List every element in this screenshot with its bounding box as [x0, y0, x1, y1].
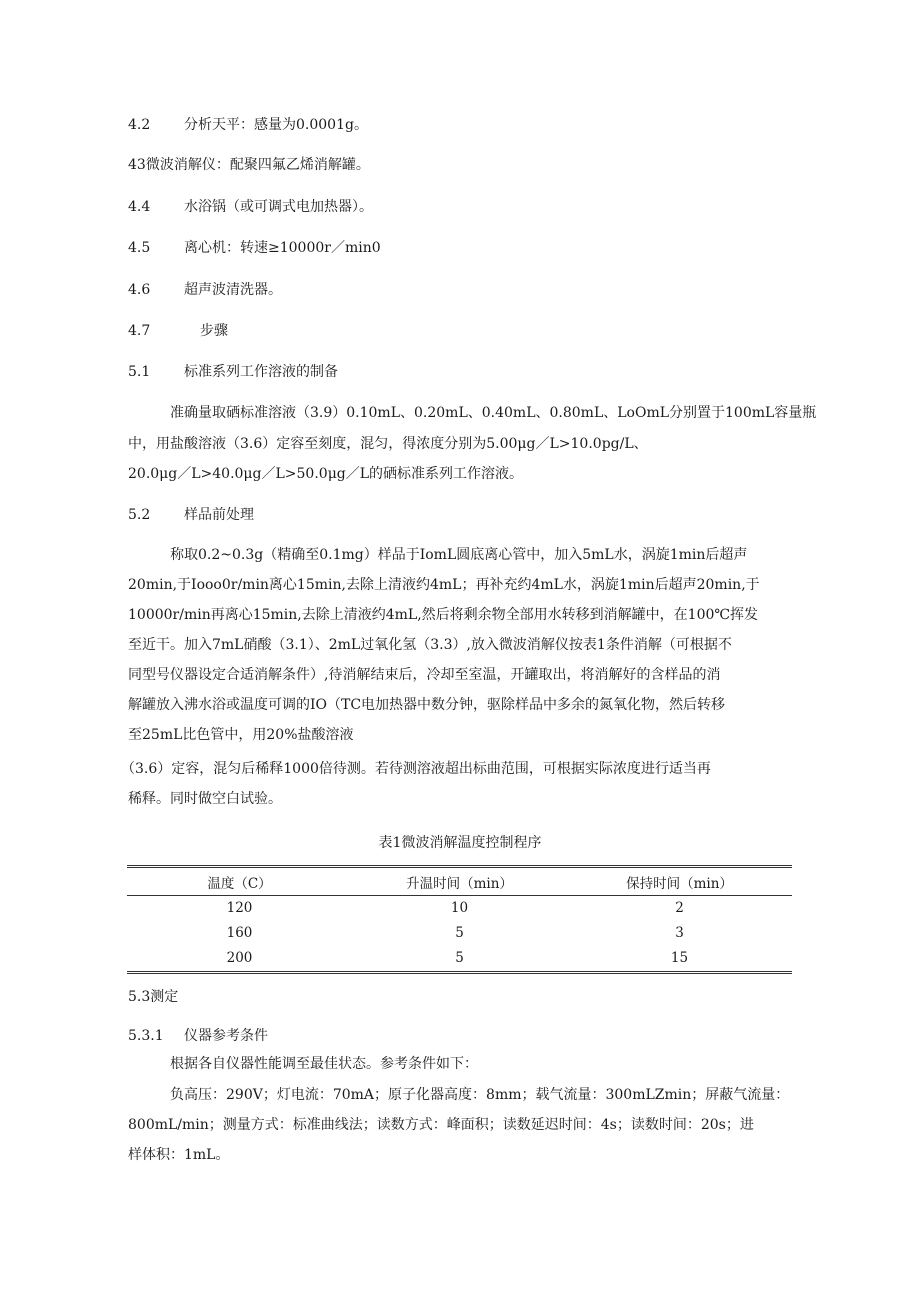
item-number: 4.6 [128, 282, 151, 298]
table-header-cell: 升温时间（min） [352, 867, 567, 896]
item-number: 5.2 [128, 507, 151, 523]
item-text: 分析天平：感量为0.0001g。 [184, 117, 368, 133]
table-cell: 5 [455, 925, 464, 941]
table-caption: 表1微波消解温度控制程序 [378, 835, 542, 851]
table-cell: 10 [450, 900, 469, 916]
table-cell: 3 [675, 925, 684, 941]
para3-line: 800mL/min；测量方式：标准曲线法；读数方式：峰面积；读数延迟时间：4s；读数时间：20s；进 [128, 1117, 754, 1133]
table-row [127, 921, 792, 946]
item-text: 仪器参考条件 [184, 1028, 268, 1044]
para2-line: 称取0.2~0.3g（精确至0.1mg）样品于IomL圆底离心管中，加入5mL水，涡旋1min后超声 [170, 547, 748, 563]
heading-5-2 [128, 506, 254, 524]
table-cell: 2 [675, 900, 684, 916]
item-text: 水浴锅（或可调式电加热器）。 [184, 199, 373, 215]
table-row [127, 896, 792, 922]
item-text: 43微波消解仪：配聚四氟乙烯消解罐。 [128, 157, 370, 173]
para1-line: 20.0μg／L>40.0μg／L>50.0μg／L的硒标准系列工作溶液。 [128, 466, 524, 482]
heading-5-3: 5.3测定 [128, 989, 179, 1005]
item-number: 5.1 [128, 364, 151, 380]
para2-line: （3.6）定容，混匀后稀释1000倍待测。若待测溶液超出标曲范围，可根据实际浓度进行适当再 [121, 761, 711, 777]
para2-line: 解罐放入沸水浴或温度可调的IO（TC电加热器中数分钟，驱除样品中多余的氮氧化物，然后转移 [128, 697, 726, 713]
item-number: 5.3.1 [128, 1028, 164, 1044]
table-row [127, 946, 792, 973]
para2-line: 至25mL比色管中，用20%盐酸溶液 [128, 727, 354, 743]
para2-line: 20min,于Iooo0r/min离心15min,去除上清液约4mL；再补充约4mL水，涡旋1min后超声20min,于 [128, 577, 760, 593]
item-number: 4.7 [128, 323, 151, 339]
table-header-row [127, 867, 792, 896]
para2-line: 10000r/min再离心15min,去除上清液约4mL,然后将剩余物全部用水转移到消解罐中，在100℃挥发 [128, 607, 759, 623]
table-header-cell: 保持时间（min） [567, 867, 792, 896]
item-4-7 [128, 322, 228, 340]
heading-5-3-1 [128, 1027, 268, 1045]
item-text: 步骤 [200, 323, 228, 339]
para2-line: 稀释。同时做空白试验。 [128, 791, 282, 807]
para2-line: 至近干。加入7mL硝酸（3.1）、2mL过氧化氢（3.3）,放入微波消解仪按表1条件消解（可根据不 [128, 637, 732, 653]
item-text: 超声波清洗器。 [184, 282, 282, 298]
item-4-2 [128, 116, 368, 134]
digestion-program-table [127, 865, 792, 974]
table-cell: 15 [567, 946, 792, 973]
item-text: 离心机：转速≥10000r／min0 [184, 240, 381, 256]
table-cell: 160 [226, 925, 253, 941]
item-4-3 [128, 156, 370, 174]
para1-line: 准确量取硒标准溶液（3.9）0.10mL、0.20mL、0.40mL、0.80mL、LoOmL分别置于100mL容量瓶 [170, 405, 817, 421]
para2-line: 同型号仪器设定合适消解条件）,待消解结束后，冷却至室温，开罐取出，将消解好的含样品的消 [128, 667, 721, 683]
para3-line: 负高压：290V；灯电流：70mA；原子化器高度：8mm；载气流量：300mLZmin；屏蔽气流量： [170, 1087, 790, 1103]
item-text: 样品前处理 [184, 507, 254, 523]
table-header-cell: 温度（C） [127, 867, 352, 896]
item-number: 4.2 [128, 117, 151, 133]
item-4-6 [128, 281, 282, 299]
para3-line: 根据各自仪器性能调至最佳状态。参考条件如下： [170, 1056, 478, 1072]
item-4-4 [128, 198, 373, 216]
table-cell: 5 [352, 946, 567, 973]
item-number: 4.4 [128, 199, 151, 215]
item-4-5 [128, 239, 381, 257]
table-cell: 200 [127, 946, 352, 973]
table-cell: 120 [226, 900, 253, 916]
heading-5-1 [128, 363, 338, 381]
item-text: 标准系列工作溶液的制备 [184, 364, 338, 380]
item-number: 4.5 [128, 240, 151, 256]
para3-line: 样体积：1mL。 [128, 1147, 230, 1163]
para1-line: 中，用盐酸溶液（3.6）定容至刻度，混匀，得浓度分别为5.00μg／L>10.0pg/L、 [128, 436, 648, 452]
